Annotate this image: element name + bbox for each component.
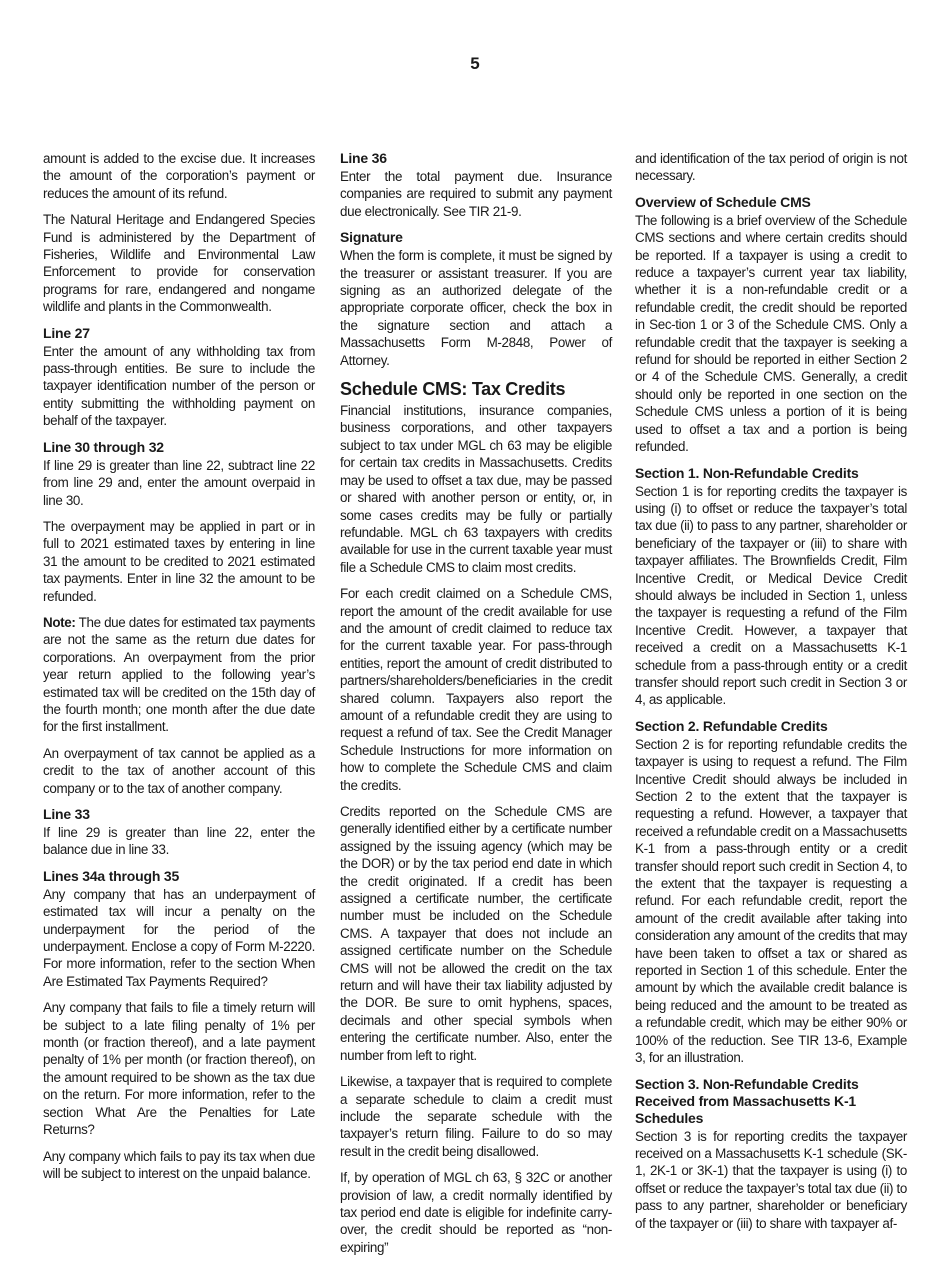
section-heading: Section 3. Non-Refundable Credits Received from Massachusetts K-1 Schedules [635,1075,859,1126]
column-1 [43,150,315,1191]
section-heading: Line 27 [43,324,90,341]
paragraph: and identification of the tax period of origin is not necessary. [635,151,907,184]
paragraph: When the form is complete, it must be signed by the treasurer or assistant treasurer. If you are signing as an authorized delegate of the appropriate corporate officer, check the box in the signature section and attach a Massachusetts Form M-2848, Power of Attorney. [340,248,612,368]
note-paragraph [43,614,315,736]
paragraph: Enter the amount of any withholding tax from pass-through entities. Be sure to include the taxpayer identification number of the person or entity submitting the withholding payment on behalf of the taxpayer. [43,343,315,429]
section-heading: Line 30 through 32 [43,438,164,455]
paragraph: Section 1 is for reporting credits the taxpayer is using (i) to offset or reduce the taxpayer’s total tax due (ii) to pass to any partner, shareholder or beneficiary of the taxpayer or (iii) to share with taxpayer affiliates. The Brownfields Credit, Film Incentive Credit, or Medical Device Credit should always be included in Section 1, unless the taxpayer is requesting a refund of the Film Incentive Credit. However, a taxpayer that received a credit on a Massachusetts K-1 schedule from a pass-through entity or a credit transfer should report such credit in Section 3 or 4, as applicable. [635,483,907,708]
paragraph: If, by operation of MGL ch 63, § 32C or another provision of law, a credit normally identified by tax period end date is eligible for indefinite carry-over, the credit should be reported as “non-expiring” [340,1170,612,1255]
paragraph: Any company which fails to pay its tax when due will be subject to interest on the unpaid balance. [43,1148,315,1181]
page-number: 5 [470,54,480,73]
paragraph: Section 2 is for reporting refundable credits the taxpayer is using to request a refund. The Film Incentive Credit should always be included in Section 2 to the extent that the taxpayer is requesting a refund. However, a taxpayer that received a refundable credit on a Massachusetts K-1 from a pass-through entity or a credit transfer should report such credit in Section 4, to the extent that the taxpayer is requesting a refund. For each refundable credit, report the amount of the credit available after taking into consideration any amount of the credits that may have been taken to offset a tax or shared as reported in Section 1 of this schedule. Enter the amount by which the available credit balance is being reduced and the amount to be treated as a refundable credit, which may be either 90% or 100% of the reduction. See TIR 13-6, Example 3, for an illustration. [635,736,908,1066]
paragraph: The Natural Heritage and Endangered Species Fund is administered by the Department of Fisheries, Wildlife and Environmental Law Enforcement to provide for conservation programs for rare, endangered and nongame wildlife and plants in the Commonwealth. [43,212,315,315]
paragraph: Enter the total payment due. Insurance companies are required to submit any payment due electronically. See TIR 21-9. [340,169,612,219]
note-label: Note: [43,614,76,630]
paragraph: Any company that fails to file a timely return will be subject to a late filing penalty of 1% per month (or fraction thereof), and a late payment penalty of 1% per month (or fraction thereof), on the amount required to be shown as the tax due on the return. For more information, refer to the section What Are the Penalties for Late Returns? [43,1000,315,1138]
paragraph: Credits reported on the Schedule CMS are generally identified either by a certificate number assigned by the issuing agency (which may be the DOR) or by the tax period end date in which the credit originated. If a credit has been assigned a certificate number, the certificate number must be included on the Schedule CMS. A taxpayer that does not include an assigned certificate number on the Schedule CMS will not be allowed the credit on the tax return and will have their tax liability adjusted by the DOR. Be sure to omit hyphens, spaces, decimals and other special symbols when entering the certificate number. Also, enter the number from left to right. [340,804,612,1063]
column-2 [340,150,612,1265]
major-heading: Schedule CMS: Tax Credits [340,379,566,400]
paragraph: The overpayment may be applied in part or in full to 2021 estimated taxes by entering in line 31 the amount to be credited to 2021 estimated tax payments. Enter in line 32 the amount to be refunded. [43,518,315,604]
paragraph: Any company that has an underpayment of estimated tax will incur a penalty on the underpayment for the period of the underpayment. Enclose a copy of Form M-2220. For more information, refer to the section When Are Estimated Tax Payments Required? [43,886,315,989]
paragraph: The following is a brief overview of the Schedule CMS sections and where certain credits should be reported. If a taxpayer is using a credit to reduce a taxpayer’s current year tax liability, whether it is a non-refundable credit or a refundable credit, the credit should be reported in Sec-tion 1 or 3 of the Schedule CMS. Only a refundable credit that the taxpayer is seeking a refund for should be reported in either Section 2 or 4 of the Schedule CMS. Generally, a credit should only be reported in one section on the Schedule CMS unless a portion of it is being used to offset a tax and a portion is being refunded. [635,212,907,455]
section-heading: Lines 34a through 35 [43,867,180,884]
section-heading: Signature [340,229,403,246]
paragraph: amount is added to the excise due. It increases the amount of the corporation’s payment or reduces the amount of its refund. [43,151,315,201]
section-heading: Line 36 [340,150,387,166]
paragraph: Likewise, a taxpayer that is required to complete a separate schedule to claim a credit must include the separate schedule with the taxpayer’s return filing. Failure to do so may result in the credit being disallowed. [340,1074,612,1159]
paragraph: If line 29 is greater than line 22, subtract line 22 from line 29 and, enter the amount overpaid in line 30. [43,457,315,508]
note-text: The due dates for estimated tax payments are not the same as the return due dates for corporations. An overpayment from the prior year return applied to the following year’s estimated tax will be credited on the 15th day of the fourth month; one month after the due date for the first installment. [43,614,315,735]
paragraph: Section 3 is for reporting credits the taxpayer received on a Massachusetts K-1 schedule (SK-1, 2K-1 or 3K-1) that the taxpayer is using (i) to offset or reduce the taxpayer’s total tax due (ii) to pass to any partner, shareholder or beneficiary of the taxpayer or (iii) to share with taxpayer af- [635,1128,907,1231]
section-heading: Section 1. Non-Refundable Credits [635,464,859,481]
column-3 [635,150,907,1241]
paragraph: An overpayment of tax cannot be applied as a credit to the tax of another account of this company or to the tax of another company. [43,745,315,796]
paragraph: For each credit claimed on a Schedule CMS, report the amount of the credit available for use and the amount of credit claimed to reduce tax for the current taxable year. For pass-through entities, report the amount of credit distributed to partners/shareholders/beneficiaries in the credit shared column. Taxpayers also report the amount of a refundable credit they are using to request a refund of tax. See the Credit Manager Schedule Instructions for more information on how to complete the Schedule CMS and claim the credits. [340,586,612,793]
paragraph: If line 29 is greater than line 22, enter the balance due in line 33. [43,825,315,858]
section-heading: Line 33 [43,806,90,822]
paragraph: Financial institutions, insurance companies, business corporations, and other taxpayers subject to tax under MGL ch 63 may be eligible for certain tax credits in Massachusetts. Credits may be used to offset a tax due, may be passed or shared with another person or entity, or, in some cases credits may be fully or partially refundable. MGL ch 63 taxpayers with credits available for use in the current taxable year must file a Schedule CMS to claim most credits. [340,403,612,575]
section-heading: Overview of Schedule CMS [635,193,811,210]
section-heading: Section 2. Refundable Credits [635,717,828,734]
